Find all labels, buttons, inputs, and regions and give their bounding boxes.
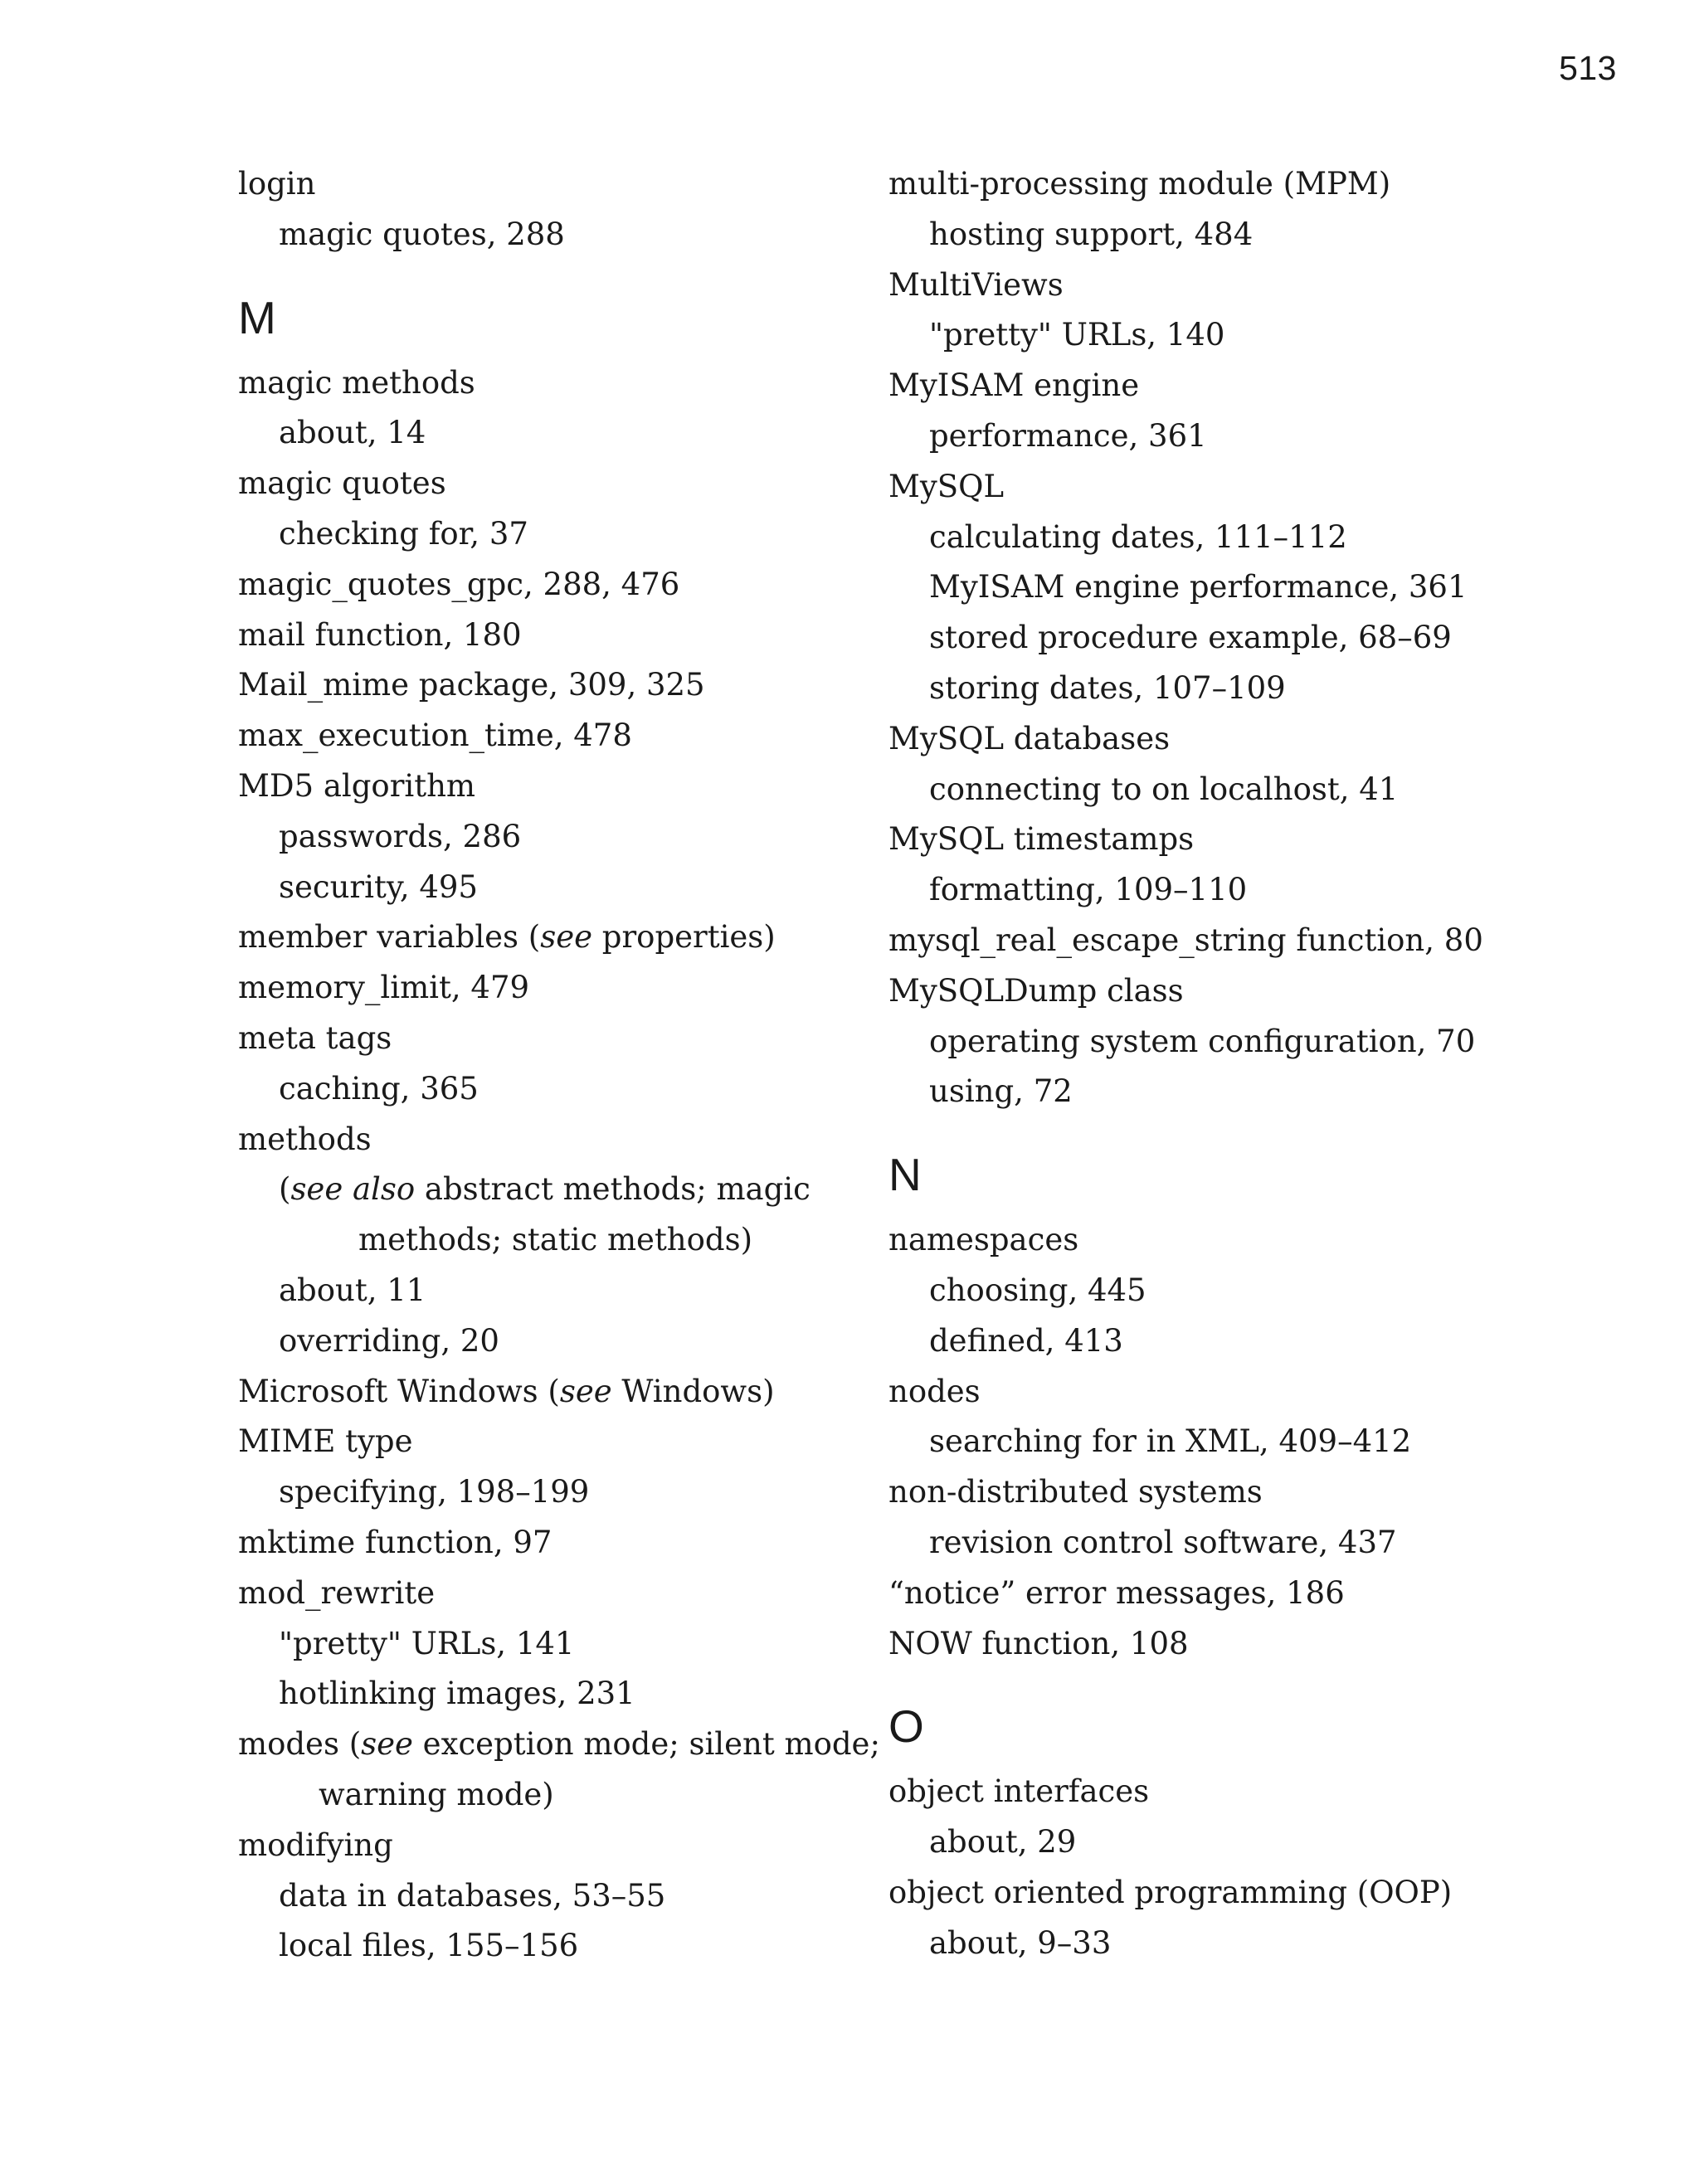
entry-text: NOW function, 108 bbox=[888, 1625, 1189, 1661]
entry-text: methods; static methods) bbox=[358, 1222, 753, 1258]
index-entry bbox=[238, 711, 893, 761]
index-entry bbox=[888, 966, 1544, 1017]
index-entry bbox=[238, 560, 893, 610]
index-entry bbox=[238, 1821, 893, 1871]
pre-section-entries bbox=[888, 159, 1544, 1117]
index-entry bbox=[238, 1719, 893, 1770]
entry-text: defined, 413 bbox=[929, 1322, 1123, 1359]
section-heading-n: N bbox=[888, 1149, 922, 1201]
entry-text: "pretty" URLs, 140 bbox=[929, 317, 1225, 353]
entry-text: formatting, 109–110 bbox=[929, 872, 1248, 908]
entry-text: stored procedure example, 68–69 bbox=[929, 620, 1452, 656]
index-subentry bbox=[888, 1017, 1544, 1068]
entry-text: data in databases, 53–55 bbox=[279, 1877, 666, 1914]
index-entry bbox=[238, 459, 893, 509]
index-subentry bbox=[238, 812, 893, 863]
entry-text: MyISAM engine performance, 361 bbox=[929, 569, 1468, 606]
entry-text: methods bbox=[238, 1121, 372, 1157]
entry-text: hosting support, 484 bbox=[929, 216, 1254, 252]
entry-text: warning mode) bbox=[319, 1776, 554, 1812]
entry-text: MIME type bbox=[238, 1423, 413, 1460]
index-subentry bbox=[238, 1064, 893, 1115]
entry-text: max_execution_time, 478 bbox=[238, 717, 632, 754]
entry-text: overriding, 20 bbox=[279, 1322, 499, 1359]
index-entry bbox=[238, 1367, 893, 1418]
index-subentry bbox=[238, 863, 893, 913]
index-subentry bbox=[238, 1871, 893, 1922]
entry-text: MySQLDump class bbox=[888, 972, 1184, 1009]
entry-text: about, 14 bbox=[279, 415, 426, 451]
index-subentry bbox=[238, 1921, 893, 1972]
index-entry bbox=[888, 361, 1544, 411]
index-entry bbox=[238, 660, 893, 711]
entry-text: login bbox=[238, 166, 316, 202]
index-continuation bbox=[238, 1215, 893, 1266]
entry-text: modes ( bbox=[238, 1726, 362, 1763]
index-subentry bbox=[238, 1467, 893, 1518]
entry-text: member variables ( bbox=[238, 919, 541, 956]
entry-text: local files, 155–156 bbox=[279, 1928, 579, 1964]
entry-text: mail function, 180 bbox=[238, 616, 522, 653]
index-subentry bbox=[888, 513, 1544, 563]
entry-text: nodes bbox=[888, 1373, 981, 1409]
index-entry bbox=[238, 761, 893, 812]
entry-text: revision control software, 437 bbox=[929, 1524, 1397, 1560]
index-entry bbox=[238, 610, 893, 661]
index-entry bbox=[888, 1467, 1544, 1518]
index-entry bbox=[888, 1619, 1544, 1670]
index-entry bbox=[238, 1014, 893, 1064]
index-entry bbox=[888, 1215, 1544, 1266]
entry-text: checking for, 37 bbox=[279, 515, 528, 552]
index-entry bbox=[888, 462, 1544, 513]
entry-text: mod_rewrite bbox=[238, 1574, 436, 1611]
index-subentry bbox=[888, 1919, 1544, 1969]
entry-text: object interfaces bbox=[888, 1773, 1150, 1810]
entry-text: memory_limit, 479 bbox=[238, 970, 530, 1006]
index-entry bbox=[888, 159, 1544, 210]
index-entry bbox=[238, 159, 893, 210]
index-subentry bbox=[238, 1165, 893, 1215]
index-entry bbox=[888, 815, 1544, 865]
entry-tail-text: Windows) bbox=[611, 1373, 775, 1409]
index-subentry bbox=[238, 210, 893, 260]
entry-text: non-distributed systems bbox=[888, 1474, 1263, 1510]
index-entry bbox=[238, 912, 893, 963]
index-subentry bbox=[238, 1266, 893, 1316]
entry-text: mktime function, 97 bbox=[238, 1524, 553, 1560]
entry-tail-text: abstract methods; magic bbox=[415, 1171, 811, 1208]
index-subentry bbox=[238, 1619, 893, 1670]
section-o-entries bbox=[888, 1767, 1544, 1968]
index-entry bbox=[238, 963, 893, 1014]
index-entry bbox=[238, 1569, 893, 1619]
entry-text: about, 29 bbox=[929, 1824, 1077, 1861]
index-subentry bbox=[888, 765, 1544, 815]
index-entry bbox=[238, 1417, 893, 1467]
entry-text: mysql_real_escape_string function, 80 bbox=[888, 922, 1483, 958]
index-subentry bbox=[238, 509, 893, 560]
entry-text: about, 9–33 bbox=[929, 1924, 1112, 1961]
pre-section-entries bbox=[238, 159, 893, 260]
entry-text: magic quotes bbox=[238, 465, 446, 502]
entry-text: MySQL bbox=[888, 468, 1005, 504]
section-heading-m: M bbox=[238, 291, 276, 343]
entry-text: Mail_mime package, 309, 325 bbox=[238, 667, 705, 703]
entry-italic-text: see bbox=[540, 919, 593, 956]
entry-text: “notice” error messages, 186 bbox=[888, 1574, 1345, 1611]
entry-text: magic methods bbox=[238, 364, 475, 401]
index-subentry bbox=[888, 562, 1544, 613]
index-subentry bbox=[888, 1417, 1544, 1467]
index-subentry bbox=[888, 613, 1544, 664]
index-entry bbox=[238, 1518, 893, 1569]
entry-tail-text: exception mode; silent mode; bbox=[412, 1726, 880, 1763]
index-entry bbox=[888, 714, 1544, 765]
index-subentry bbox=[238, 1669, 893, 1719]
entry-text: connecting to on localhost, 41 bbox=[929, 771, 1399, 807]
section-heading-o: O bbox=[888, 1700, 924, 1753]
index-subentry bbox=[888, 1518, 1544, 1569]
entry-text: using, 72 bbox=[929, 1073, 1073, 1110]
entry-text: about, 11 bbox=[279, 1272, 426, 1308]
entry-text: magic_quotes_gpc, 288, 476 bbox=[238, 566, 680, 602]
entry-text: namespaces bbox=[888, 1222, 1079, 1258]
section-m-entries bbox=[238, 358, 893, 1972]
entry-text: calculating dates, 111–112 bbox=[929, 518, 1347, 555]
entry-text: performance, 361 bbox=[929, 417, 1207, 454]
entry-italic-text: see also bbox=[290, 1171, 416, 1208]
index-entry bbox=[888, 916, 1544, 966]
index-subentry bbox=[238, 408, 893, 459]
entry-text: meta tags bbox=[238, 1019, 392, 1056]
page-number: 513 bbox=[1559, 49, 1617, 87]
index-entry bbox=[888, 1367, 1544, 1418]
index-entry bbox=[888, 1767, 1544, 1817]
index-continuation bbox=[238, 1770, 893, 1821]
entry-text: "pretty" URLs, 141 bbox=[279, 1625, 575, 1661]
index-entry bbox=[888, 1868, 1544, 1919]
entry-text: object oriented programming (OOP) bbox=[888, 1874, 1453, 1910]
entry-text: searching for in XML, 409–412 bbox=[929, 1423, 1412, 1460]
entry-text: choosing, 445 bbox=[929, 1272, 1146, 1308]
index-subentry bbox=[238, 1316, 893, 1367]
entry-text: MultiViews bbox=[888, 266, 1064, 303]
index-column-right bbox=[888, 159, 1544, 1969]
entry-italic-text: see bbox=[559, 1373, 612, 1409]
entry-text: passwords, 286 bbox=[279, 818, 522, 854]
index-subentry bbox=[888, 411, 1544, 462]
entry-text: modifying bbox=[238, 1826, 393, 1863]
index-entry bbox=[238, 1115, 893, 1165]
index-subentry bbox=[888, 1266, 1544, 1316]
section-n-entries bbox=[888, 1215, 1544, 1669]
index-subentry bbox=[888, 664, 1544, 714]
index-subentry bbox=[888, 865, 1544, 916]
index-subentry bbox=[888, 210, 1544, 260]
entry-text: multi-processing module (MPM) bbox=[888, 166, 1391, 202]
index-entry bbox=[888, 1569, 1544, 1619]
index-subentry bbox=[888, 310, 1544, 361]
entry-italic-text: see bbox=[361, 1726, 413, 1763]
entry-text: Microsoft Windows ( bbox=[238, 1373, 560, 1409]
entry-text: MySQL timestamps bbox=[888, 821, 1195, 858]
entry-text: MyISAM engine bbox=[888, 367, 1140, 404]
entry-text: MD5 algorithm bbox=[238, 767, 476, 804]
entry-text: specifying, 198–199 bbox=[279, 1474, 590, 1510]
entry-text: storing dates, 107–109 bbox=[929, 669, 1286, 706]
index-subentry bbox=[888, 1067, 1544, 1117]
entry-text: MySQL databases bbox=[888, 720, 1171, 756]
entry-text: ( bbox=[279, 1171, 291, 1208]
entry-text: operating system configuration, 70 bbox=[929, 1023, 1476, 1059]
index-column-left bbox=[238, 159, 893, 1972]
entry-tail-text: properties) bbox=[592, 919, 776, 956]
entry-text: hotlinking images, 231 bbox=[279, 1676, 635, 1712]
index-entry bbox=[888, 260, 1544, 311]
index-subentry bbox=[888, 1817, 1544, 1868]
entry-text: magic quotes, 288 bbox=[279, 216, 565, 252]
index-entry bbox=[238, 358, 893, 409]
entry-text: caching, 365 bbox=[279, 1070, 479, 1107]
entry-text: security, 495 bbox=[279, 868, 478, 905]
index-subentry bbox=[888, 1316, 1544, 1367]
